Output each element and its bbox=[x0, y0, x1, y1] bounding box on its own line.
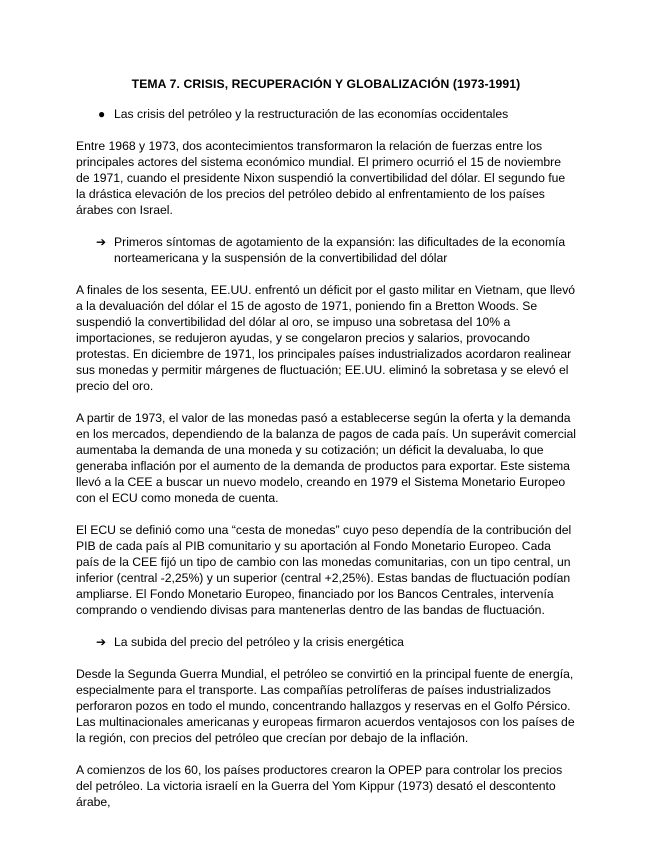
arrow-bullet-item bbox=[76, 634, 576, 650]
bullet-text: Las crisis del petróleo y la restructuración de las economías occidentales bbox=[114, 107, 509, 121]
paragraph: A partir de 1973, el valor de las monedas pasó a establecerse según la oferta y la demanda en los mercados, dependiendo de la balanza de pagos de cada país. Un superávit comercial aumentaba la demanda de una moneda y su cotización; un déficit la devaluaba, lo que generaba inflación por el aumento de la demanda de productos para exportar. Este sistema llevó a la CEE a buscar un nuevo modelo, creando en 1979 el Sistema Monetario Europeo con el ECU como moneda de cuenta. bbox=[76, 411, 577, 505]
paragraph: El ECU se definió como una “cesta de monedas” cuyo peso dependía de la contribución del PIB de cada país al PIB comunitario y su aportación al Fondo Monetario Europeo. Cada país de la CEE fijó un tipo de cambio con las monedas comunitarias, con un tipo central, un inferior (central -2,25%) y un superior (central +2,25%). Estas bandas de fluctuación podían ampliarse. El Fondo Monetario Europeo, financiado por los Bancos Centrales, intervenía comprando o vendiendo divisas para mantenerlas dentro de las bandas de fluctuación. bbox=[76, 523, 572, 617]
paragraph: Desde la Segunda Guerra Mundial, el petróleo se convirtió en la principal fuente de energía, especialmente para el transporte. Las compañías petrolíferas de países industrializados perforaron pozos en todo el mundo, concentrando hallazgos y reservas en el Golfo Pérsico. Las multinacionales americanas y europeas firmaron acuerdos ventajosos con los países de la región, con precios del petróleo que crecían por debajo de la inflación. bbox=[76, 667, 575, 745]
document-page bbox=[76, 76, 576, 826]
arrow-right-icon: ➔ bbox=[96, 235, 107, 249]
arrow-bullet-item bbox=[76, 234, 576, 266]
bullet-text: Primeros síntomas de agotamiento de la expansión: las dificultades de la economía norteamericana y la suspensión de la convertibilidad del dólar bbox=[114, 235, 566, 265]
bullet-item bbox=[76, 106, 576, 122]
bullet-dot-icon: ● bbox=[98, 107, 106, 121]
paragraph: A comienzos de los 60, los países productores crearon la OPEP para controlar los precios del petróleo. La victoria israelí en la Guerra del Yom Kippur (1973) desató el descontento árabe, bbox=[76, 763, 563, 809]
arrow-right-icon: ➔ bbox=[96, 635, 107, 649]
paragraph: Entre 1968 y 1973, dos acontecimientos transformaron la relación de fuerzas entre los principales actores del sistema económico mundial. El primero ocurrió el 15 de noviembre de 1971, cuando el presidente Nixon suspendió la convertibilidad del dólar. El segundo fue la drástica elevación de los precios del petróleo debido al enfrentamiento de los países árabes con Israel. bbox=[76, 139, 566, 217]
paragraph: A finales de los sesenta, EE.UU. enfrentó un déficit por el gasto militar en Vietnam, que llevó a la devaluación del dólar el 15 de agosto de 1971, poniendo fin a Bretton Woods. Se suspendió la convertibilidad del dólar al oro, se impuso una sobretasa del 10% a importaciones, se redujeron ayudas, y se congelaron precios y salarios, provocando protestas. En diciembre de 1971, los principales países industrializados acordaron realinear sus monedas y permitir márgenes de fluctuación; EE.UU. eliminó la sobretasa y se elevó el precio del oro. bbox=[76, 283, 576, 393]
document-title: TEMA 7. CRISIS, RECUPERACIÓN Y GLOBALIZACIÓN (1973-1991) bbox=[131, 77, 521, 91]
bullet-text: La subida del precio del petróleo y la crisis energética bbox=[114, 635, 404, 649]
